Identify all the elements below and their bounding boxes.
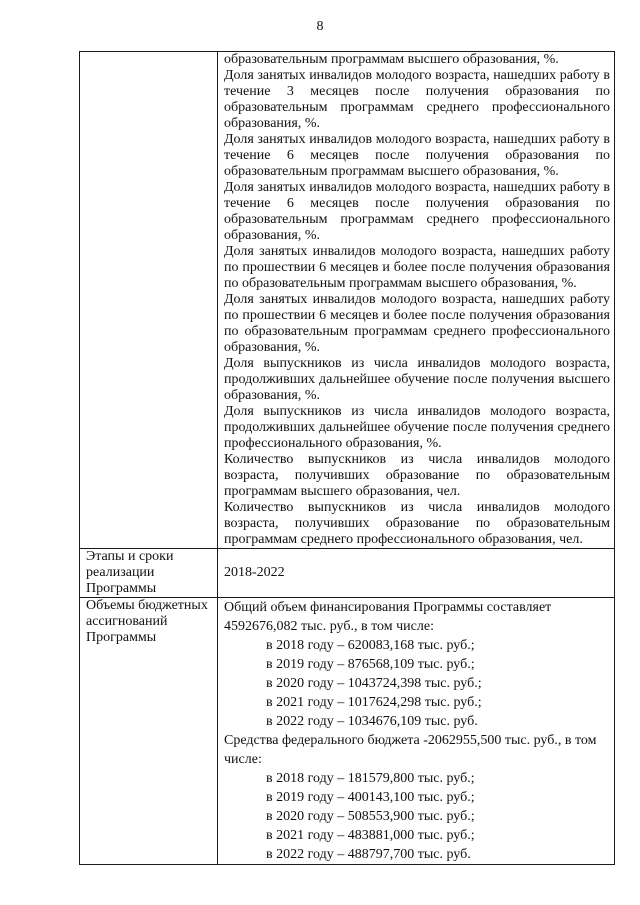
indicator-item: Доля выпускников из числа инвалидов молодого возраста, продолживших дальнейшее обучение после получения среднего профессионального образования, %. xyxy=(224,404,610,451)
indicator-item: Количество выпускников из числа инвалидов молодого возраста, получивших образование по образовательным программам среднего профессионального образования, чел. xyxy=(224,500,610,547)
budget-total-year: в 2022 году – 1034676,109 тыс. руб. xyxy=(266,714,478,729)
stages-label: Этапы и сроки реализации Программы xyxy=(80,549,218,598)
budget-row xyxy=(80,598,615,865)
budget-total-year: в 2020 году – 1043724,398 тыс. руб.; xyxy=(266,676,482,691)
budget-federal-year: в 2018 году – 181579,800 тыс. руб.; xyxy=(266,771,475,786)
indicator-item: Количество выпускников из числа инвалидов молодого возраста, получивших образование по образовательным программам высшего образования, чел. xyxy=(224,452,610,499)
indicator-item: Доля занятых инвалидов молодого возраста, нашедших работу в течение 6 месяцев после получения образования по образовательным программам среднего профессионального образования, %. xyxy=(224,180,610,243)
budget-federal-year: в 2020 году – 508553,900 тыс. руб.; xyxy=(266,809,475,824)
indicator-item: Доля занятых инвалидов молодого возраста, нашедших работу по прошествии 6 месяцев и более после получения образования по образовательным программам высшего образования, %. xyxy=(224,244,610,291)
budget-federal-year: в 2022 году – 488797,700 тыс. руб. xyxy=(266,847,471,862)
indicators-label-cell xyxy=(80,52,218,549)
indicator-item: Доля занятых инвалидов молодого возраста, нашедших работу в течение 6 месяцев после получения образования по образовательным программам высшего образования, %. xyxy=(224,132,610,179)
indicator-item: Доля занятых инвалидов молодого возраста, нашедших работу по прошествии 6 месяцев и более после получения образования по образовательным программам среднего профессионального образования, %. xyxy=(224,292,610,355)
budget-federal-year: в 2021 году – 483881,000 тыс. руб.; xyxy=(266,828,475,843)
budget-total-year: в 2019 году – 876568,109 тыс. руб.; xyxy=(266,657,475,672)
indicators-row xyxy=(80,52,615,549)
indicators-value-cell xyxy=(218,52,615,549)
budget-total-intro: Общий объем финансирования Программы составляет 4592676,082 тыс. руб., в том числе: xyxy=(224,600,552,634)
budget-federal-year: в 2019 году – 400143,100 тыс. руб.; xyxy=(266,790,475,805)
stages-value: 2018-2022 xyxy=(218,549,615,598)
budget-total-year: в 2021 году – 1017624,298 тыс. руб.; xyxy=(266,695,482,710)
page-number: 8 xyxy=(316,19,324,34)
budget-label: Объемы бюджетных ассигнований Программы xyxy=(80,598,218,865)
indicator-item: Доля занятых инвалидов молодого возраста, нашедших работу в течение 3 месяцев после получения образования по образовательным программам среднего профессионального образования, %. xyxy=(224,68,610,131)
budget-value-cell xyxy=(218,598,615,865)
indicator-item: Доля выпускников из числа инвалидов молодого возраста, продолживших дальнейшее обучение после получения высшего образования, %. xyxy=(224,356,610,403)
indicator-item: образовательным программам высшего образования, %. xyxy=(224,52,559,67)
stages-row xyxy=(80,549,615,598)
program-passport-table xyxy=(79,51,615,865)
budget-federal-intro: Средства федерального бюджета -2062955,500 тыс. руб., в том числе: xyxy=(224,733,597,767)
budget-total-year: в 2018 году – 620083,168 тыс. руб.; xyxy=(266,638,475,653)
